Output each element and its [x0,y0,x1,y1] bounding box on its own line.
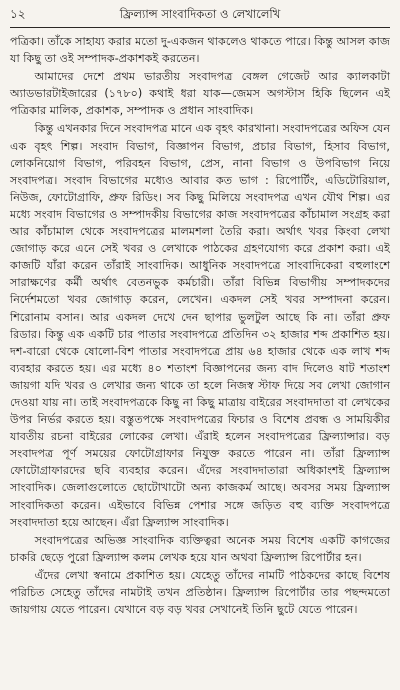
page-number: ১২ [10,7,26,21]
paragraph: কিন্তু এখনকার দিনে সংবাদপত্র মানে এক বৃহৎ কারখানা। সংবাদপত্রের অফিস যেন এক বৃহৎ শিল্প। সংবাদ বিভাগ, বিজ্ঞাপন বিভাগ, প্রচার বিভাগ, হিসাব বিভাগ, লোকনিয়োগ বিভাগ, পরিবহন বিভাগ, প্রেস, নানা বিভাগ ও উপবিভাগ নিয়ে সংবাদপত্র। সংবাদ বিভাগের মধ্যেও আবার কত ভাগ : রিপোর্টিং, এডিটোরিয়াল, নিউজ, ফোটোগ্রাফি, প্রুফ রিডিং। সব কিছু মিলিয়ে সংবাদপত্র এখন যৌথ শিল্প। এর মধ্যে সংবাদ বিভাগের ও সম্পাদকীয় বিভাগের কাজ সংবাদপত্রের কাঁচামাল সংগ্রহ করা আর কাঁচামাল থেকে সংবাদপত্রের মালমশলা তৈরি করা। অর্থাৎ খবর কিংবা লেখা জোগাড় করে এনে সেই খবর ও লেখাকে পাঠকের গ্রহণযোগ্য করে প্রকাশ করা। এই কাজটি যাঁরা করেন তাঁরাই সাংবাদিক। আধুনিক সংবাদপত্রে সাংবাদিকেরা বহুলাংশে সারাক্ষণের কর্মী অর্থাৎ বেতনভুক কর্মচারী। তাঁরা বিভিন্ন বিভাগীয় সম্পাদকদের নির্দেশমতো খবর জোগাড় করেন, লেখেন। একদল সেই খবর সম্পাদনা করেন। শিরোনাম বসান। আর একদল দেখে দেন ছাপার ভুলটুল আছে কি না। তাঁরা প্রুফ রিডার। কিন্তু এক একটি চার পাতার সংবাদপত্রে প্রতিদিন ৩২ হাজার শব্দ প্রকাশিত হয়। দশ-বারো থেকে ষোলো-বিশ পাতার সংবাদপত্রে প্রায় ৬৪ হাজার থেকে এক লাখ শব্দ ব্যবহার করতে হয়। এর মধ্যে ৪০ শতাংশ বিজ্ঞাপনের জন্য বাদ দিলেও ষাট শতাংশ জায়গা যদি খবর ও লেখার জন্য থাকে তা হলে নিজস্ব স্টাফ দিয়ে সব লেখা জোগান দেওয়া যায় না। তাই সংবাদপত্রকে কিছু না কিছু মাত্রায় বাইরের সংবাদদাতা বা লেখকের উপর নির্ভর করতে হয়। বস্তুতপক্ষে সংবাদপত্রের ফিচার ও বিশেষ প্রবন্ধ ও সাময়িকীর যাবতীয় রচনা বাইরের লোকের লেখা। এঁরাই হলেন সংবাদপত্রের ফ্রিল্যান্সার। বড় সংবাদপত্র পূর্ণ সময়ের ফোটোগ্রাফার নিযুক্ত করতে পারেন না। তাঁরা ফ্রিল্যান্স ফোটোগ্রাফারদের ছবি ব্যবহার করেন। এঁদের সংবাদদাতারা অধিকাংশই ফ্রিল্যান্স সাংবাদিক। জেলাগুলোতে ছোটোখাটো অন্য কাজকর্ম আছে। অবসর সময় ফ্রিল্যান্স সাংবাদিকতা করেন। এইভাবে বিভিন্ন পেশার সঙ্গে জড়িত বহু ব্যক্তি সংবাদপত্রে সংবাদদাতা হয়ে আছেন। এঁরা ফ্রিল্যান্স সাংবাদিক। [10,122,390,529]
header-rule [10,27,390,28]
paragraph: পত্রিকা। তাঁকে সাহায্য করার মতো দু-একজন থাকলেও থাকতে পারে। কিন্তু আসল কাজ যা কিছু তা ওই সম্পাদক-প্রকাশকই করতেন। [10,35,390,66]
paragraph: এঁদের লেখা স্বনামে প্রকাশিত হয়। যেহেতু তাঁদের নামটি পাঠকদের কাছে বিশেষ পরিচিত সেহেতু তাঁদের নামটাই তখন প্রতিষ্ঠান। ফ্রিল্যান্স রিপোর্টার তার পছন্দমতো জায়গায় যেতে পারেন। যেখানে বড় বড় খবর সেখানেই তিনি ছুটে যেতে পারেন। [10,568,390,617]
page-body [10,33,390,618]
paragraph: সংবাদপত্রের অভিজ্ঞ সাংবাদিক ব্যক্তিত্বরা অনেক সময় বিশেষ একটি কাগজের চাকরি ছেড়ে পুরো ফ্রিল্যান্স কলম লেখক হয়ে যান অথবা ফ্রিল্যান্স রিপোর্টার হন। [10,533,390,564]
running-title: ফ্রিল্যান্স সাংবাদিকতা ও লেখালেখি [119,7,281,21]
paragraph: আমাদের দেশে প্রথম ভারতীয় সংবাদপত্র বেঙ্গল গেজেট আর ক্যালকাটা অ্যাডভারটাইজারের (১৭৮০) কথাই ধরা যাক—জেমস অগস্টাস হিকি ছিলেন এই পত্রিকার মালিক, প্রকাশক, সম্পাদক ও প্রধান সাংবাদিক। [10,70,390,118]
page-header [10,6,390,24]
